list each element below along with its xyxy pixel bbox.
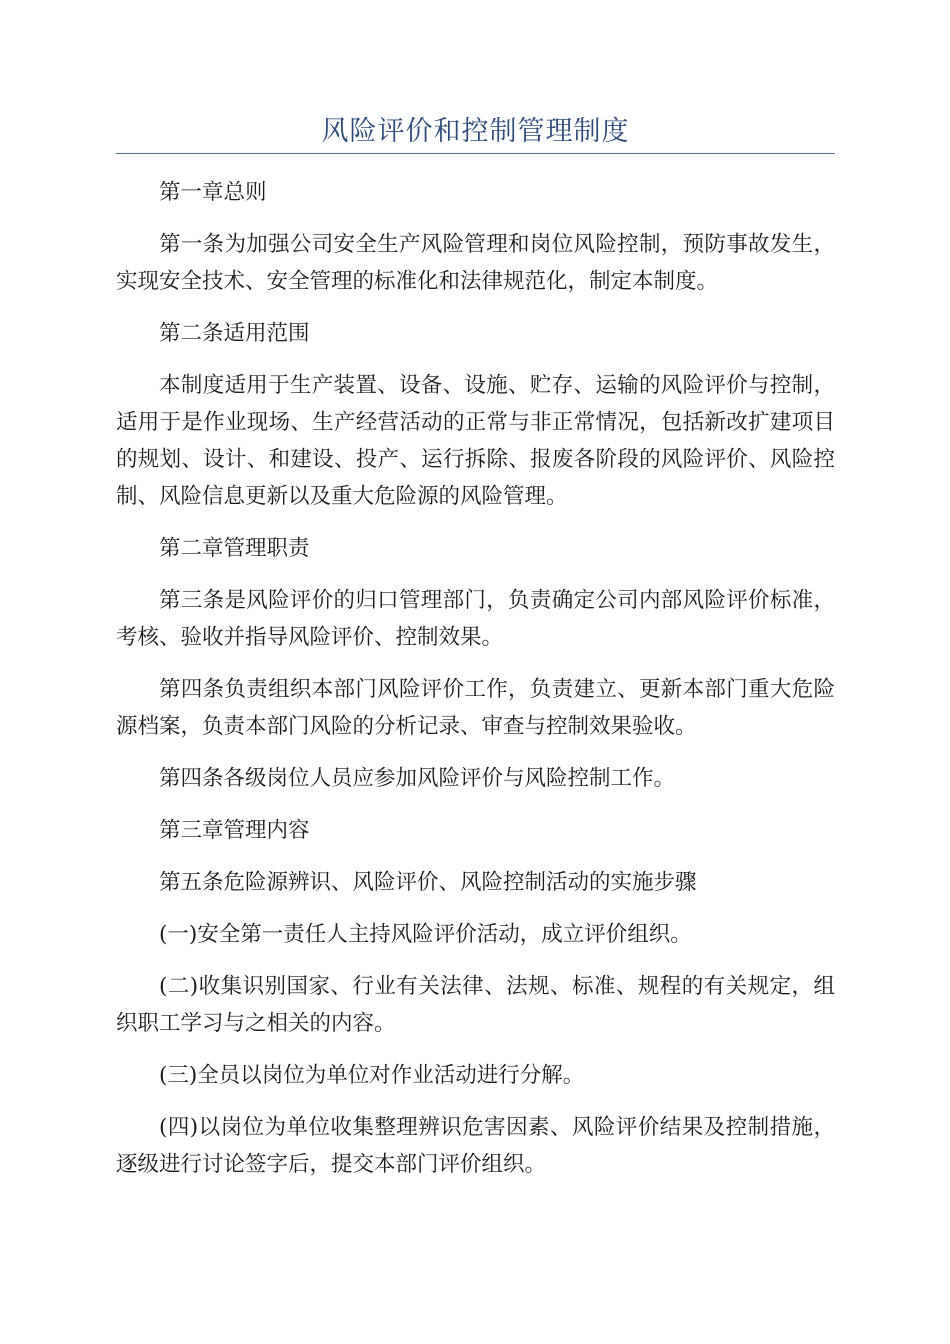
article-paragraph: 第一条为加强公司安全生产风险管理和岗位风险控制，预防事故发生，实现安全技术、安全管理的标准化和法律规范化，制定本制度。 xyxy=(116,232,835,294)
article-paragraph: 第三条是风险评价的归口管理部门，负责确定公司内部风险评价标准，考核、验收并指导风险评价、控制效果。 xyxy=(116,588,835,650)
title-divider xyxy=(116,153,835,154)
list-item: (三)全员以岗位为单位对作业活动进行分解。 xyxy=(159,1063,585,1088)
list-item: (四)以岗位为单位收集整理辨识危害因素、风险评价结果及控制措施，逐级进行讨论签字后，提交本部门评价组织。 xyxy=(116,1115,835,1177)
article-heading: 第五条危险源辨识、风险评价、风险控制活动的实施步骤 xyxy=(159,870,697,895)
document-body xyxy=(116,174,835,1198)
article-heading: 第二条适用范围 xyxy=(159,321,310,346)
article-paragraph: 本制度适用于生产装置、设备、设施、贮存、运输的风险评价与控制，适用于是作业现场、生产经营活动的正常与非正常情况，包括新改扩建项目的规划、设计、和建设、投产、运行拆除、报废各阶段的风险评价、风险控制、风险信息更新以及重大危险源的风险管理。 xyxy=(116,373,835,509)
document-title: 风险评价和控制管理制度 xyxy=(321,116,630,147)
chapter-heading: 第二章管理职责 xyxy=(159,536,310,561)
article-paragraph: 第四条负责组织本部门风险评价工作，负责建立、更新本部门重大危险源档案，负责本部门风险的分析记录、审查与控制效果验收。 xyxy=(116,677,835,739)
chapter-heading: 第三章管理内容 xyxy=(159,818,310,843)
chapter-heading: 第一章总则 xyxy=(159,180,267,205)
list-item: (一)安全第一责任人主持风险评价活动，成立评价组织。 xyxy=(159,922,692,947)
article-paragraph: 第四条各级岗位人员应参加风险评价与风险控制工作。 xyxy=(159,766,676,791)
list-item: (二)收集识别国家、行业有关法律、法规、标准、规程的有关规定，组织职工学习与之相关的内容。 xyxy=(116,974,835,1036)
